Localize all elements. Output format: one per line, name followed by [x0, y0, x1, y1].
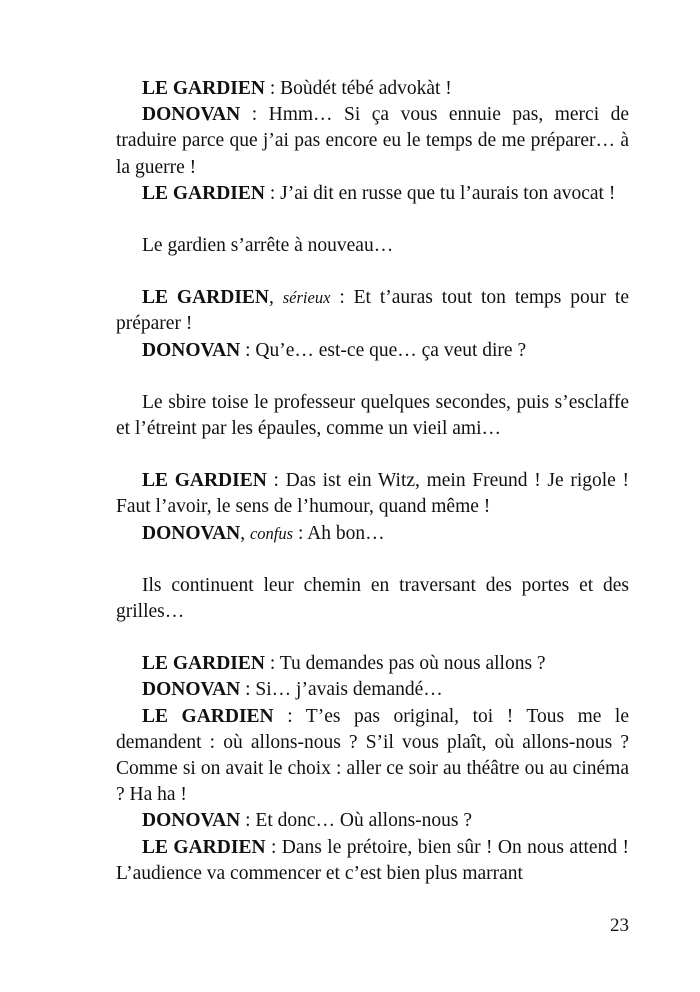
- speaker-name: LE GARDIEN: [142, 836, 266, 858]
- dialogue-line: [116, 338, 629, 364]
- speaker-name: DONOVAN: [142, 339, 241, 361]
- line-text: : Si… j’avais demandé…: [240, 679, 443, 701]
- speaker-name: LE GARDIEN: [142, 287, 269, 309]
- dialogue-line: [116, 704, 629, 809]
- speaker-name: DONOVAN: [142, 810, 241, 832]
- line-text: : Hmm… Si ça vous ennuie pas, merci de traduire parce que j’ai pas encore eu le temps de me préparer… à la guerre !: [116, 104, 629, 178]
- line-text: : Dans le prétoire, bien sûr ! On nous attend ! L’audience va commencer et c’est bien plus marrant: [116, 836, 629, 884]
- narration: Ils continuent leur chemin en traversant des portes et des grilles…: [116, 574, 629, 623]
- narration: Le gardien s’arrête à nouveau…: [142, 235, 394, 257]
- page-text: [116, 76, 629, 887]
- dialogue-line: [116, 808, 629, 834]
- dialogue-line: DONOVAN, confus : Ah bon…: [142, 522, 385, 544]
- line-text: : Qu’e… est-ce que… ça veut dire ?: [240, 339, 527, 361]
- speaker-name: LE GARDIEN: [142, 653, 265, 675]
- line-text: : Tu demandes pas où nous allons ?: [264, 653, 546, 675]
- paragraph-gap: [116, 207, 629, 233]
- dialogue-line: [116, 835, 629, 887]
- speaker-name: LE GARDIEN: [142, 705, 274, 727]
- dialogue-line: [116, 651, 629, 677]
- paragraph-gap: [116, 364, 629, 390]
- stage-direction: sérieux: [282, 288, 331, 308]
- speaker-name: DONOVAN: [142, 104, 241, 126]
- line-text: : T’es pas original, toi ! Tous me le demandent : où allons-nous ? S’il vous plaît, où allons-nous ? Comme si on avait le choix : aller ce soir au théâtre ou au cinéma ? Ha ha !: [116, 705, 630, 806]
- line-text: : Das ist ein Witz, mein Freund ! Je rigole ! Faut l’avoir, le sens de l’humour, quand même !: [116, 470, 630, 518]
- line-text: : Et donc… Où allons-nous ?: [240, 810, 473, 832]
- line-text: : Boùdét tébé advokàt !: [264, 78, 452, 99]
- dialogue-line: [116, 677, 629, 703]
- dialogue-line: [116, 76, 629, 102]
- stage-direction: confus: [249, 523, 294, 543]
- paragraph-gap: [116, 547, 629, 573]
- dialogue-line: [116, 468, 629, 520]
- speaker-name: DONOVAN: [142, 679, 241, 701]
- dialogue-line: LE GARDIEN, sérieux : Et t’auras tout ton temps pour te préparer !: [116, 287, 629, 335]
- paragraph-gap: [116, 259, 629, 285]
- line-text: : Ah bon…: [293, 522, 385, 544]
- paragraph-gap: [116, 625, 629, 651]
- dialogue-line: [116, 181, 629, 207]
- speaker-name: DONOVAN: [142, 522, 241, 544]
- narration: Le sbire toise le professeur quelques secondes, puis s’esclaffe et l’étreint par les épaules, comme un vieil ami…: [116, 391, 629, 440]
- speaker-name: LE GARDIEN: [142, 78, 265, 99]
- speaker-name: LE GARDIEN: [142, 182, 265, 204]
- speaker-name: LE GARDIEN: [142, 470, 267, 492]
- line-text: : J’ai dit en russe que tu l’aurais ton avocat !: [264, 182, 616, 204]
- dialogue-line: [116, 102, 629, 181]
- line-text: : Et t’auras tout ton temps pour te préparer !: [116, 287, 629, 335]
- paragraph-gap: [116, 442, 629, 468]
- page-number: 23: [610, 915, 629, 936]
